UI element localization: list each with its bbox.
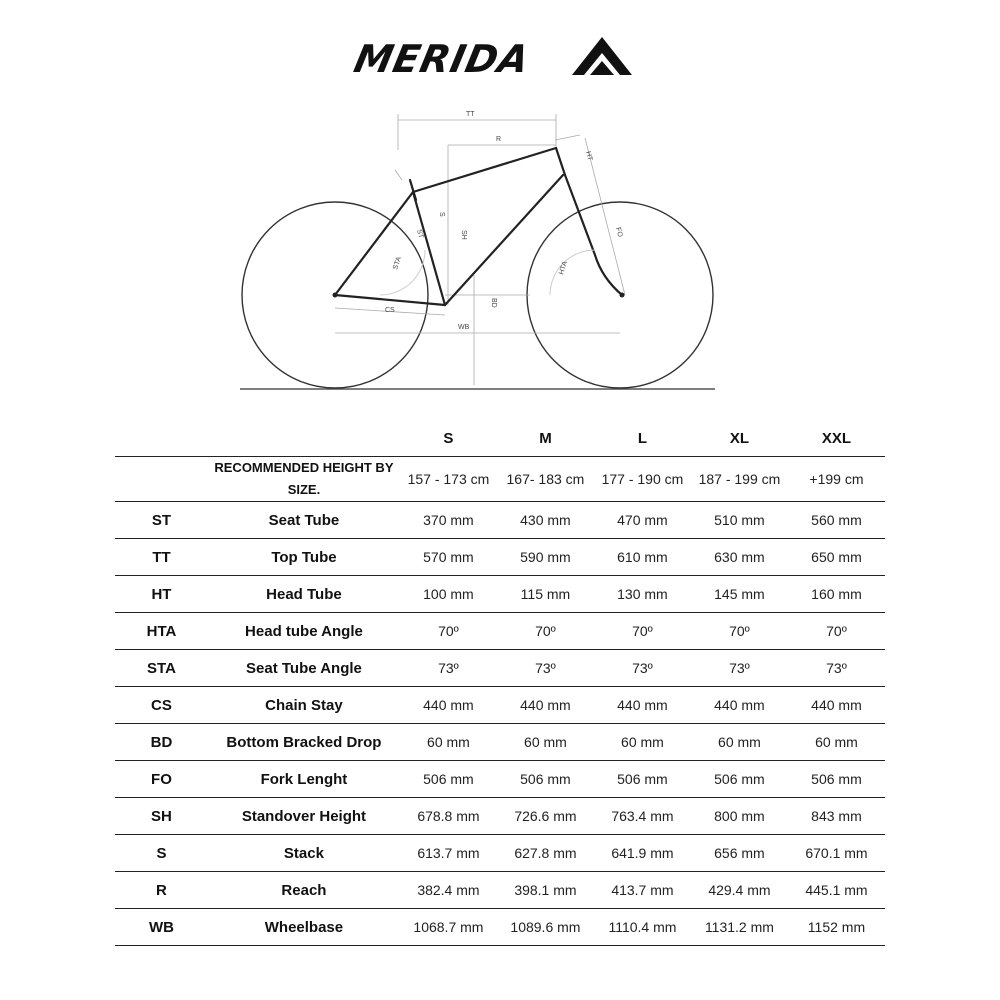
table-cell: 506 mm (691, 761, 788, 798)
table-row (115, 576, 885, 613)
table-cell: 73º (594, 650, 691, 687)
seat-stay (335, 192, 413, 295)
row-code: R (115, 872, 208, 909)
table-cell: 382.4 mm (400, 872, 497, 909)
label-tt: TT (466, 111, 475, 118)
table-cell: 100 mm (400, 576, 497, 613)
table-row (115, 502, 885, 539)
table-cell: 656 mm (691, 835, 788, 872)
table-cell: 678.8 mm (400, 798, 497, 835)
table-cell: 1110.4 mm (594, 909, 691, 946)
table-cell: 70º (788, 613, 885, 650)
table-row (115, 835, 885, 872)
table-cell: 650 mm (788, 539, 885, 576)
table-cell: 187 - 199 cm (691, 457, 788, 502)
table-cell: 440 mm (594, 687, 691, 724)
table-cell: 73º (691, 650, 788, 687)
table-cell: 70º (400, 613, 497, 650)
table-cell: 613.7 mm (400, 835, 497, 872)
table-cell: 440 mm (788, 687, 885, 724)
table-cell: 115 mm (497, 576, 594, 613)
label-wb: WB (458, 324, 470, 331)
table-cell: 800 mm (691, 798, 788, 835)
table-cell: 570 mm (400, 539, 497, 576)
table-row (115, 872, 885, 909)
row-name: Bottom Bracked Drop (208, 724, 400, 761)
table-cell: 627.8 mm (497, 835, 594, 872)
table-cell: 560 mm (788, 502, 885, 539)
table-cell: 1068.7 mm (400, 909, 497, 946)
table-cell: 440 mm (497, 687, 594, 724)
label-ht: HT (584, 150, 594, 162)
mountain-logo-icon (570, 35, 634, 77)
table-cell: +199 cm (788, 457, 885, 502)
table-cell: 590 mm (497, 539, 594, 576)
row-name: Seat Tube Angle (208, 650, 400, 687)
table-cell: 60 mm (400, 724, 497, 761)
table-cell: 429.4 mm (691, 872, 788, 909)
table-cell: 610 mm (594, 539, 691, 576)
row-code: SH (115, 798, 208, 835)
size-header: M (539, 429, 552, 447)
brand-wordmark: MERIDA (350, 37, 534, 81)
table-row (115, 909, 885, 946)
row-code: STA (115, 650, 208, 687)
table-row-recommended (115, 457, 885, 502)
table-row (115, 724, 885, 761)
table-cell: 60 mm (691, 724, 788, 761)
brand-logo (350, 35, 640, 81)
row-name: Fork Lenght (208, 761, 400, 798)
row-name: Head tube Angle (208, 613, 400, 650)
table-cell: 445.1 mm (788, 872, 885, 909)
table-cell: 413.7 mm (594, 872, 691, 909)
table-cell: 630 mm (691, 539, 788, 576)
row-code: TT (115, 539, 208, 576)
table-cell: 843 mm (788, 798, 885, 835)
table-cell: 641.9 mm (594, 835, 691, 872)
geometry-table (115, 420, 885, 946)
table-cell: 130 mm (594, 576, 691, 613)
row-code: HTA (115, 613, 208, 650)
label-st: ST (415, 228, 425, 240)
table-cell: 670.1 mm (788, 835, 885, 872)
row-name: Reach (208, 872, 400, 909)
table-cell: 60 mm (497, 724, 594, 761)
row-code: BD (115, 724, 208, 761)
table-cell: 440 mm (400, 687, 497, 724)
row-name: Top Tube (208, 539, 400, 576)
table-row (115, 687, 885, 724)
fork (565, 175, 622, 295)
row-name: Standover Height (208, 798, 400, 835)
label-s: S (438, 212, 445, 217)
table-cell: 167- 183 cm (497, 457, 594, 502)
row-name: Chain Stay (208, 687, 400, 724)
table-cell: 506 mm (497, 761, 594, 798)
table-cell: 1089.6 mm (497, 909, 594, 946)
table-cell: 60 mm (594, 724, 691, 761)
table-cell: 726.6 mm (497, 798, 594, 835)
label-fo: FO (614, 226, 624, 238)
table-row (115, 650, 885, 687)
seat-tube (413, 192, 445, 305)
label-sta: STA (392, 255, 403, 271)
table-cell: 73º (788, 650, 885, 687)
size-header: L (637, 429, 648, 447)
table-cell: 70º (594, 613, 691, 650)
label-r: R (496, 136, 502, 143)
table-cell: 160 mm (788, 576, 885, 613)
table-row (115, 539, 885, 576)
row-name: Head Tube (208, 576, 400, 613)
size-header-row (115, 420, 885, 457)
table-cell: 506 mm (400, 761, 497, 798)
table-cell: 177 - 190 cm (594, 457, 691, 502)
table-cell: 73º (497, 650, 594, 687)
size-header: S (443, 429, 454, 447)
row-code: CS (115, 687, 208, 724)
table-cell: 506 mm (788, 761, 885, 798)
size-header: XXL (821, 429, 852, 447)
head-tube (556, 148, 565, 175)
table-cell: 763.4 mm (594, 798, 691, 835)
label-sh: SH (460, 230, 467, 240)
row-code: FO (115, 761, 208, 798)
table-cell: 430 mm (497, 502, 594, 539)
recommended-height-label: RECOMMENDED HEIGHT BY SIZE. (208, 457, 400, 502)
row-code: HT (115, 576, 208, 613)
row-name: Seat Tube (208, 502, 400, 539)
table-cell: 1152 mm (788, 909, 885, 946)
row-name: Stack (208, 835, 400, 872)
size-header: XL (729, 429, 750, 447)
table-cell: 1131.2 mm (691, 909, 788, 946)
table-cell: 145 mm (691, 576, 788, 613)
table-cell: 510 mm (691, 502, 788, 539)
row-name: Wheelbase (208, 909, 400, 946)
table-cell: 70º (691, 613, 788, 650)
table-cell: 398.1 mm (497, 872, 594, 909)
table-cell: 440 mm (691, 687, 788, 724)
label-bd: BD (490, 298, 497, 308)
label-cs: CS (385, 307, 395, 314)
table-row (115, 798, 885, 835)
table-row (115, 761, 885, 798)
table-cell: 70º (497, 613, 594, 650)
label-hta: HTA (558, 260, 570, 276)
table-cell: 157 - 173 cm (400, 457, 497, 502)
table-row (115, 613, 885, 650)
row-code: WB (115, 909, 208, 946)
row-code: S (115, 835, 208, 872)
top-tube (413, 148, 556, 192)
table-cell: 73º (400, 650, 497, 687)
table-cell: 60 mm (788, 724, 885, 761)
bike-geometry-diagram (230, 100, 730, 400)
table-cell: 470 mm (594, 502, 691, 539)
table-cell: 506 mm (594, 761, 691, 798)
row-code: ST (115, 502, 208, 539)
table-cell: 370 mm (400, 502, 497, 539)
